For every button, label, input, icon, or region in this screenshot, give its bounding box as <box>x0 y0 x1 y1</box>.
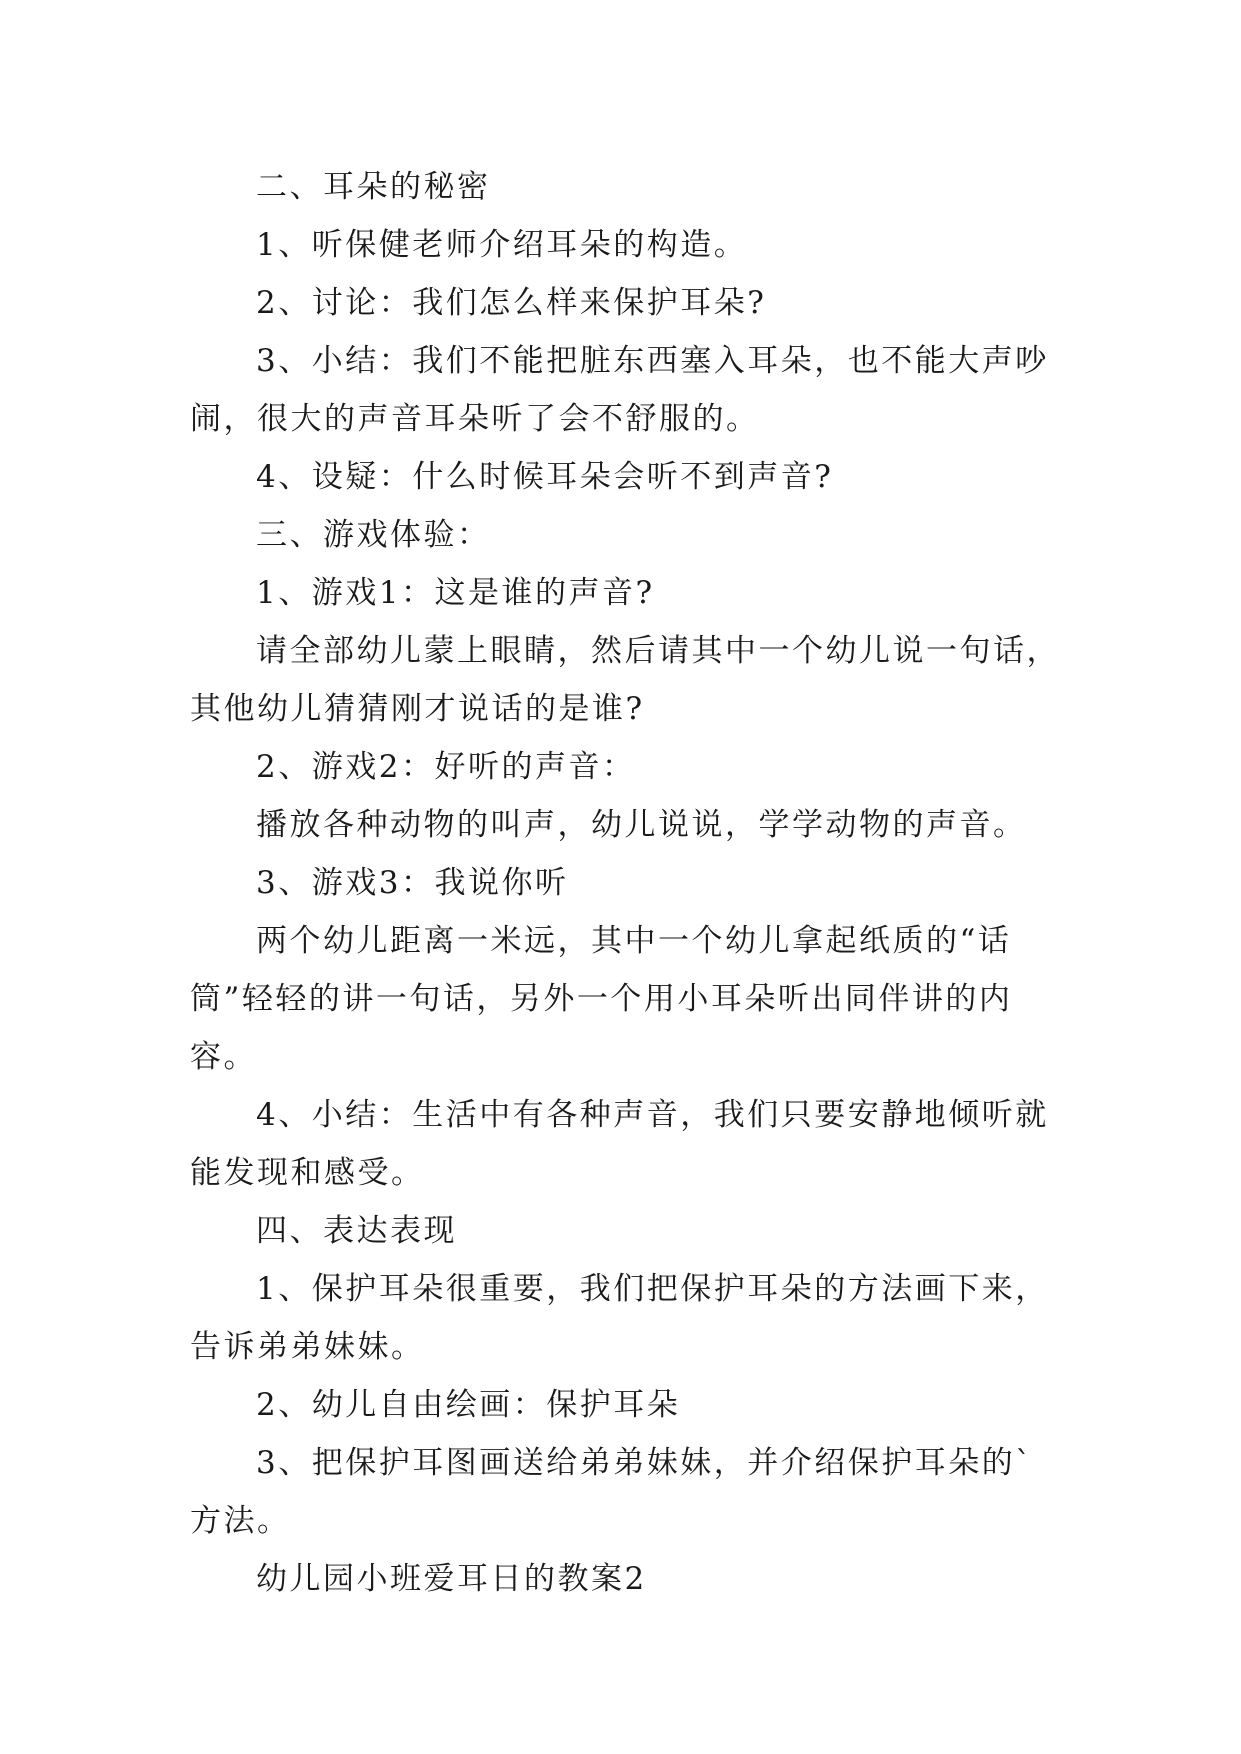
paragraph-game-1: 1、游戏1：这是谁的声音? <box>256 575 655 611</box>
paragraph-game-2: 2、游戏2：好听的声音： <box>256 749 636 785</box>
section-heading-ear-secret: 二、耳朵的秘密 <box>256 169 491 205</box>
document-body <box>190 158 1060 1608</box>
paragraph-discussion: 2、讨论：我们怎么样来保护耳朵? <box>256 285 767 321</box>
paragraph-game-3-desc: 两个幼儿距离一米远，其中一个幼儿拿起纸质的“话筒”轻轻的讲一句话，另外一个用小耳朵听出同伴讲的内容。 <box>190 923 1013 1075</box>
paragraph-summary-1: 3、小结：我们不能把脏东西塞入耳朵，也不能大声吵闹，很大的声音耳朵听了会不舒服的。 <box>190 343 1049 437</box>
section-heading-expression: 四、表达表现 <box>256 1213 457 1249</box>
lesson-plan-title-2: 幼儿园小班爱耳日的教案2 <box>256 1561 647 1597</box>
paragraph-expression-2: 2、幼儿自由绘画：保护耳朵 <box>256 1387 681 1423</box>
section-heading-game: 三、游戏体验： <box>256 517 491 553</box>
paragraph-game-2-desc: 播放各种动物的叫声，幼儿说说，学学动物的声音。 <box>256 807 1027 843</box>
paragraph-listen-doctor: 1、听保健老师介绍耳朵的构造。 <box>256 227 748 263</box>
paragraph-summary-2: 4、小结：生活中有各种声音，我们只要安静地倾听就能发现和感受。 <box>190 1097 1049 1191</box>
paragraph-game-3: 3、游戏3：我说你听 <box>256 865 569 901</box>
paragraph-game-1-desc: 请全部幼儿蒙上眼睛，然后请其中一个幼儿说一句话，其他幼儿猜猜刚才说话的是谁? <box>190 633 1060 727</box>
paragraph-expression-3: 3、把保护耳图画送给弟弟妹妹，并介绍保护耳朵的`方法。 <box>190 1445 1034 1539</box>
paragraph-expression-1: 1、保护耳朵很重要，我们把保护耳朵的方法画下来，告诉弟弟妹妹。 <box>190 1271 1049 1365</box>
paragraph-question: 4、设疑：什么时候耳朵会听不到声音? <box>256 459 834 495</box>
